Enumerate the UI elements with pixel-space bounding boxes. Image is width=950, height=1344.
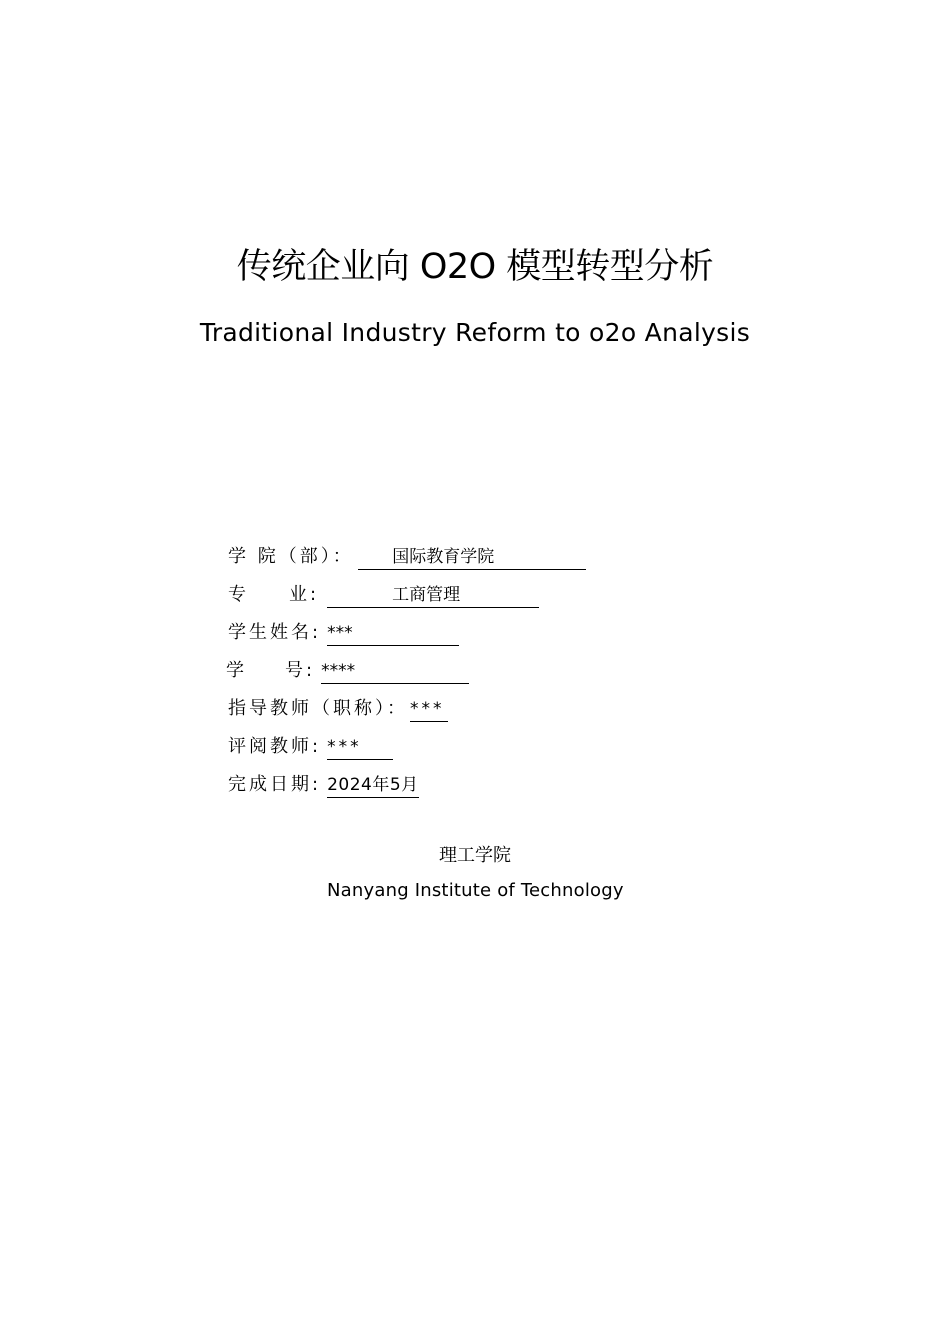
major-label-second: 业:	[289, 584, 320, 605]
advisor-value: ***	[410, 697, 448, 722]
reviewer-row	[228, 732, 393, 760]
major-label-first: 专	[228, 584, 249, 605]
student-id-label-first: 学	[226, 660, 247, 681]
school-name-chinese: 理工学院	[439, 845, 511, 866]
reviewer-value: ***	[327, 735, 393, 760]
major-row	[228, 580, 539, 608]
completion-date-row	[228, 770, 419, 798]
reviewer-label: 评阅教师:	[228, 736, 322, 757]
major-value	[327, 583, 539, 608]
student-name-row	[228, 618, 459, 646]
thesis-title-english: Traditional Industry Reform to o2o Analysis	[199, 318, 751, 347]
completion-date-value: 2024年5月	[327, 773, 419, 798]
student-id-label-second: 号:	[285, 660, 316, 681]
college-row	[228, 542, 586, 570]
college-value	[358, 545, 586, 570]
student-id-value: ****	[321, 659, 469, 684]
school-name-english: Nanyang Institute of Technology	[327, 880, 624, 901]
thesis-title-chinese: 传统企业向 O2O 模型转型分析	[236, 247, 714, 287]
advisor-label: 指导教师（职称）：	[228, 698, 408, 719]
student-name-value: ***	[327, 621, 459, 646]
student-id-row	[228, 656, 469, 684]
completion-date-label: 完成日期:	[228, 774, 322, 795]
college-value-text: 国际教育学院	[392, 547, 495, 567]
student-name-label: 学生姓名:	[228, 622, 322, 643]
college-label: 学 院（部）：	[228, 546, 354, 567]
advisor-row	[228, 694, 448, 722]
major-value-text: 工商管理	[392, 585, 461, 605]
